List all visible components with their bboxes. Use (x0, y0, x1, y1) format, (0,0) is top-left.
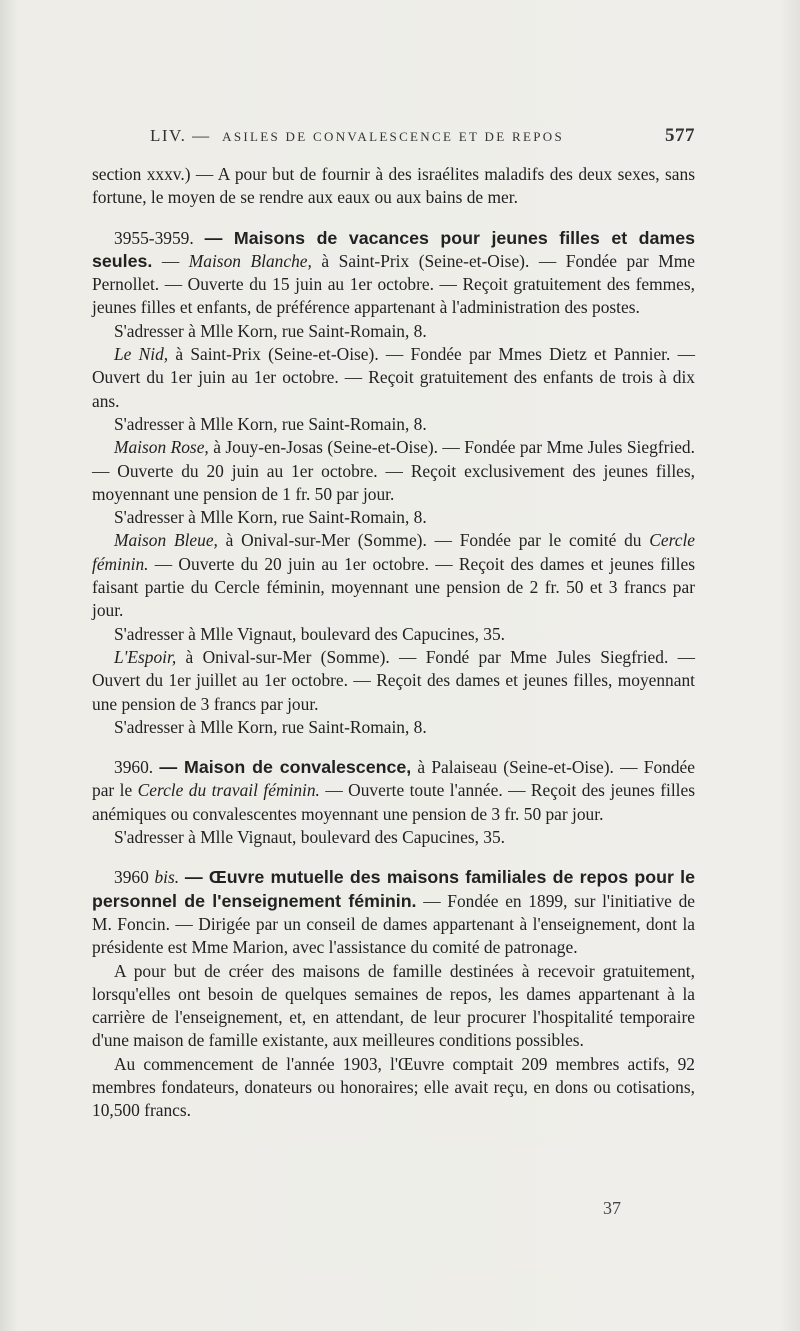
entry-3955 (92, 227, 695, 320)
organization-name: Cercle du travail féminin. (137, 780, 320, 801)
entry-le-nid (92, 343, 695, 413)
entry-text: à Palaiseau (Seine-et-Oise). — Fondée par le (92, 757, 695, 801)
house-name: Maison Rose, (114, 437, 209, 458)
entry-text: — Ouverte du 20 juin au 1er octobre. — Reçoit des dames et jeunes filles faisant partie du Cercle féminin, moyennant une pension de 2 fr. 50 et 3 francs par jour. (92, 553, 695, 621)
entry-text: à Onival-sur-Mer (Somme). — Fondé par Mme Jules Siegfried. — Ouvert du 1er juillet au 1er octobre. — Reçoit des dames et jeunes filles, moyennant une pension de 3 francs par jour. (92, 646, 695, 714)
entry-number: 3955-3959. (114, 227, 194, 248)
paragraph-intro: section xxxv.) — A pour but de fournir à des israélites maladifs des deux sexes, sans fortune, le moyen de se rendre aux eaux ou aux bains de mer. (92, 164, 695, 208)
house-name: L'Espoir, (114, 646, 177, 667)
entry-text: à Onival-sur-Mer (Somme). — Fondée par le comité du (225, 530, 642, 551)
entry-text: à Saint-Prix (Seine-et-Oise). — Fondée par Mmes Dietz et Pannier. — Ouvert du 1er juin au 1er octobre. — Reçoit gratuitement des enfants de trois à dix ans. (92, 344, 695, 411)
running-header (150, 125, 695, 147)
page-number: 577 (665, 125, 695, 146)
paragraph-purpose: A pour but de créer des maisons de famille destinées à recevoir gratuitement, lorsqu'elles ont besoin de quelques semaines de repos, les dames appartenant à la carrière de l'enseignement, et, en attendant, de leur procurer l'hospitalité temporaire d'une maison de famille existante, aux meilleures conditions possibles. (92, 960, 695, 1051)
entry-title: — Œuvre mutuelle des maisons familiales de repos pour le personnel de l'enseignement féminin. (92, 867, 695, 911)
section-heading (150, 126, 564, 146)
entry-number: 3960 (114, 867, 149, 888)
entry-3960 (92, 756, 695, 826)
entry-text: à Saint-Prix (Seine-et-Oise). — Fondée par Mme Pernollet. — Ouverte du 15 juin au 1er octobre. — Reçoit gratuitement des femmes, jeunes filles et enfants, de préférence appartenant à l'administration des postes. (92, 250, 695, 318)
entry-text: — Ouverte toute l'année. — Reçoit des jeunes filles anémiques ou convalescentes moyennant une pension de 3 fr. 50 par jour. (92, 780, 695, 824)
organization-name: Cercle féminin. (92, 530, 695, 574)
page-body (92, 163, 695, 1123)
section-number: LIV. — (150, 126, 211, 145)
entry-title: — Maisons de vacances pour jeunes filles et dames seules. (92, 227, 695, 271)
section-title: ASILES DE CONVALESCENCE ET DE REPOS (222, 129, 564, 144)
entry-text: à Jouy-en-Josas (Seine-et-Oise). — Fondée par Mme Jules Siegfried. — Ouverte du 20 juin au 1er octobre. — Reçoit exclusivement des jeunes filles, moyennant une pension de 1 fr. 50 par jour. (92, 437, 695, 504)
entry-number: 3960. (114, 757, 154, 778)
entry-text: — Fondée en 1899, sur l'initiative de M. Foncin. — Dirigée par un conseil de dames appartenant à l'enseignement, dont la présidente est Mme Marion, avec l'assistance du comité de patronage. (92, 890, 695, 958)
entry-l-espoir (92, 646, 695, 716)
house-name: Maison Blanche, (188, 250, 312, 271)
paragraph-1903: Au commencement de l'année 1903, l'Œuvre comptait 209 membres actifs, 92 membres fondateurs, donateurs ou honoraires; elle avait reçu, en dons ou cotisations, 10,500 francs. (92, 1053, 695, 1121)
signature-mark: 37 (603, 1198, 621, 1218)
dash: — (161, 250, 180, 271)
address: S'adresser à Mlle Korn, rue Saint-Romain, 8. (114, 716, 427, 737)
address: S'adresser à Mlle Korn, rue Saint-Romain, 8. (114, 413, 427, 434)
house-name: Maison Bleue, (114, 530, 218, 551)
address: S'adresser à Mlle Vignaut, boulevard des Capucines, 35. (114, 623, 506, 644)
entry-title: — Maison de convalescence, (159, 757, 412, 778)
house-name: Le Nid, (114, 344, 169, 365)
bis-marker: bis. (154, 867, 180, 888)
entry-maison-rose (92, 436, 695, 506)
address: S'adresser à Mlle Korn, rue Saint-Romain, 8. (114, 507, 427, 528)
address: S'adresser à Mlle Korn, rue Saint-Romain, 8. (114, 320, 427, 341)
entry-3960-bis (92, 866, 695, 959)
address: S'adresser à Mlle Vignaut, boulevard des Capucines, 35. (114, 827, 506, 848)
entry-maison-bleue (92, 529, 695, 622)
